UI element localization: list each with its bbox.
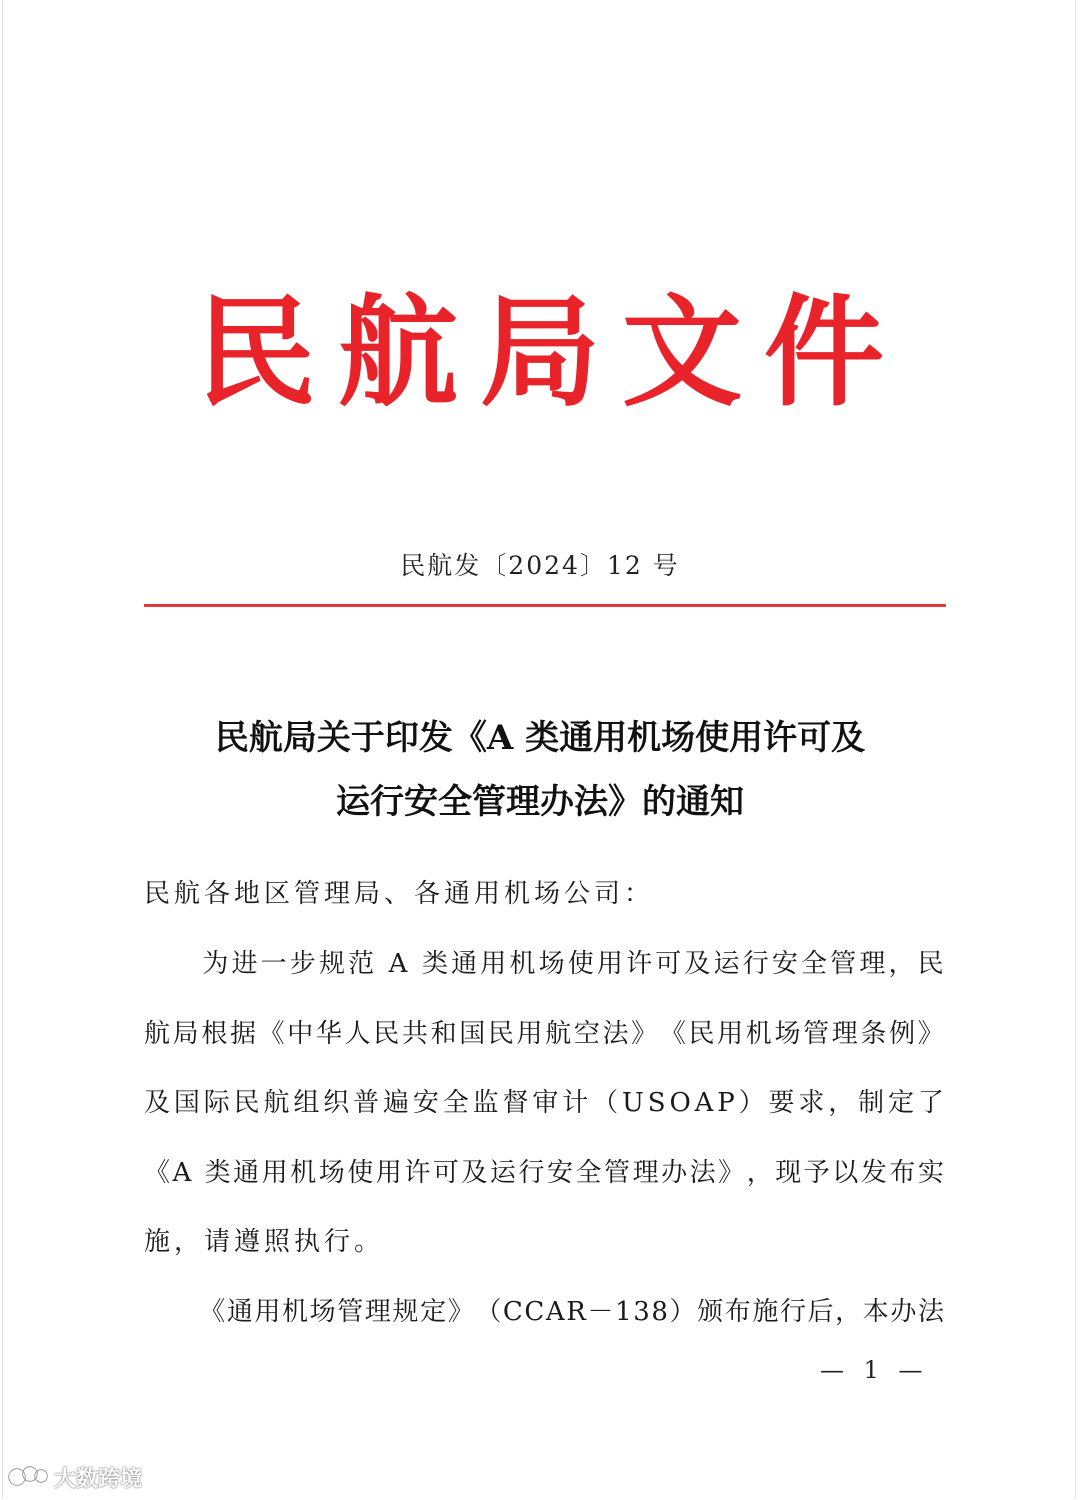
addressee: 民航各地区管理局、各通用机场公司： [144,879,655,909]
notice-title-line-1: 民航局关于印发《A 类通用机场使用许可及 [214,718,866,758]
body-line: 航 局 根 据 《 中 华 人 民 共 和 国 民 用 航 空 法 》 《 民 用 机 场 管 理 条 例 》 [144,1018,944,1049]
notice-title [0,706,1080,834]
body-line: 为 进 一 步 规 范 A 类 通 用 机 场 使 用 许 可 及 运 行 安 全 管 理 ， 民 [202,949,944,979]
red-divider-line [144,604,946,607]
document-header-title: 民航局文件 [196,282,906,423]
body-line: 《 通 用 机 场 管 理 规 定 》 （ C C A R － 1 3 8 ） 颁 布 施 行 后 ， 本 办 法 [199,1297,944,1327]
watermark [8,1462,142,1492]
watermark-logo-icon [8,1464,48,1490]
body-line: 施，请遵照执行。 [144,1227,385,1257]
body-line: 及 国 际 民 航 组 织 普 遍 安 全 监 督 审 计 （ U S O A P ） 要 求 ， 制 定 了 [144,1088,944,1118]
document-number: 民航发〔2024〕12 号 [400,551,680,580]
notice-title-line-2: 运行安全管理办法》的通知 [336,782,744,822]
body-line: 《 A 类 通 用 机 场 使 用 许 可 及 运 行 安 全 管 理 办 法 》 ， 现 予 以 发 布 实 [144,1157,944,1188]
watermark-text: 大数跨境 [54,1466,143,1492]
page-number: — 1 — [820,1356,929,1384]
